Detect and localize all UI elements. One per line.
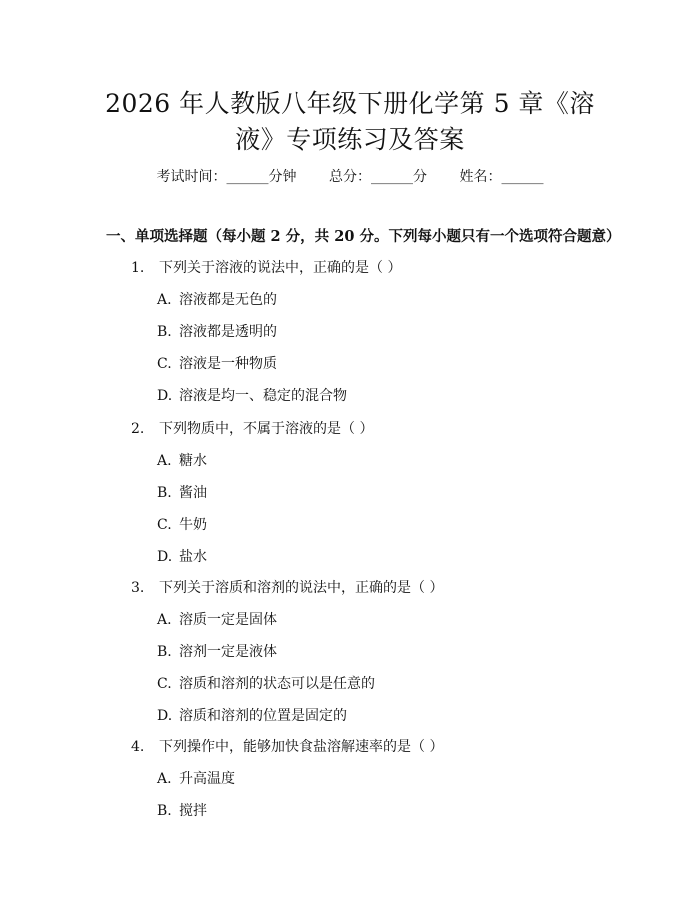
option-letter: B. bbox=[157, 644, 172, 660]
option-text: 搅拌 bbox=[179, 803, 207, 819]
student-name-field: 姓名：______ bbox=[459, 169, 544, 185]
option-letter: A. bbox=[157, 453, 172, 469]
question-4-option-a bbox=[157, 769, 235, 789]
question-4-stem bbox=[131, 737, 443, 757]
question-number: 1. bbox=[131, 260, 145, 276]
question-2-option-a bbox=[157, 451, 207, 471]
option-text: 溶液都是无色的 bbox=[179, 292, 277, 308]
question-number: 3. bbox=[131, 580, 145, 596]
option-text: 溶液都是透明的 bbox=[179, 324, 277, 340]
question-3-option-b bbox=[157, 642, 277, 662]
section-header-single-choice: 一、单项选择题（每小题 2 分，共 20 分。下列每小题只有一个选项符合题意） bbox=[106, 228, 621, 245]
option-text: 酱油 bbox=[179, 485, 207, 501]
question-2-option-d bbox=[157, 547, 207, 567]
question-1-stem bbox=[131, 258, 401, 278]
question-number: 2. bbox=[131, 421, 145, 437]
option-letter: B. bbox=[157, 324, 172, 340]
option-letter: C. bbox=[157, 517, 172, 533]
question-3-option-d bbox=[157, 706, 347, 726]
question-number: 4. bbox=[131, 739, 145, 755]
option-text: 盐水 bbox=[179, 549, 207, 565]
exam-info-bar bbox=[0, 167, 700, 187]
option-text: 溶质和溶剂的位置是固定的 bbox=[179, 708, 347, 724]
option-text: 糖水 bbox=[179, 453, 207, 469]
option-text: 溶液是一种物质 bbox=[179, 356, 277, 372]
option-letter: B. bbox=[157, 803, 172, 819]
question-4-option-b bbox=[157, 801, 207, 821]
option-text: 溶剂一定是液体 bbox=[179, 644, 277, 660]
question-text: 下列操作中，能够加快食盐溶解速率的是（ ） bbox=[159, 739, 444, 755]
question-2-option-b bbox=[157, 483, 207, 503]
option-text: 升高温度 bbox=[179, 771, 235, 787]
document-title-line-1: 2026 年人教版八年级下册化学第 5 章《溶 bbox=[105, 89, 595, 118]
exam-time-field: 考试时间：______分钟 bbox=[156, 169, 297, 185]
option-letter: C. bbox=[157, 676, 172, 692]
question-2-stem bbox=[131, 419, 373, 439]
option-letter: D. bbox=[157, 708, 173, 724]
question-text: 下列关于溶液的说法中，正确的是（ ） bbox=[159, 260, 402, 276]
option-letter: B. bbox=[157, 485, 172, 501]
question-text: 下列物质中，不属于溶液的是（ ） bbox=[159, 421, 374, 437]
option-letter: C. bbox=[157, 356, 172, 372]
option-letter: A. bbox=[157, 771, 172, 787]
question-1-option-c bbox=[157, 354, 277, 374]
question-2-option-c bbox=[157, 515, 207, 535]
option-text: 溶质一定是固体 bbox=[179, 612, 277, 628]
question-1-option-a bbox=[157, 290, 277, 310]
option-letter: A. bbox=[157, 292, 172, 308]
document-title-line-2: 液》专项练习及答案 bbox=[235, 125, 465, 154]
exam-score-field: 总分：______分 bbox=[329, 169, 427, 185]
question-1-option-d bbox=[157, 386, 347, 406]
question-1-option-b bbox=[157, 322, 277, 342]
option-text: 溶液是均一、稳定的混合物 bbox=[179, 388, 347, 404]
option-text: 牛奶 bbox=[179, 517, 207, 533]
option-letter: A. bbox=[157, 612, 172, 628]
option-letter: D. bbox=[157, 549, 173, 565]
option-letter: D. bbox=[157, 388, 173, 404]
question-3-option-c bbox=[157, 674, 375, 694]
question-3-stem bbox=[131, 578, 443, 598]
question-3-option-a bbox=[157, 610, 277, 630]
option-text: 溶质和溶剂的状态可以是任意的 bbox=[179, 676, 375, 692]
question-text: 下列关于溶质和溶剂的说法中，正确的是（ ） bbox=[159, 580, 444, 596]
